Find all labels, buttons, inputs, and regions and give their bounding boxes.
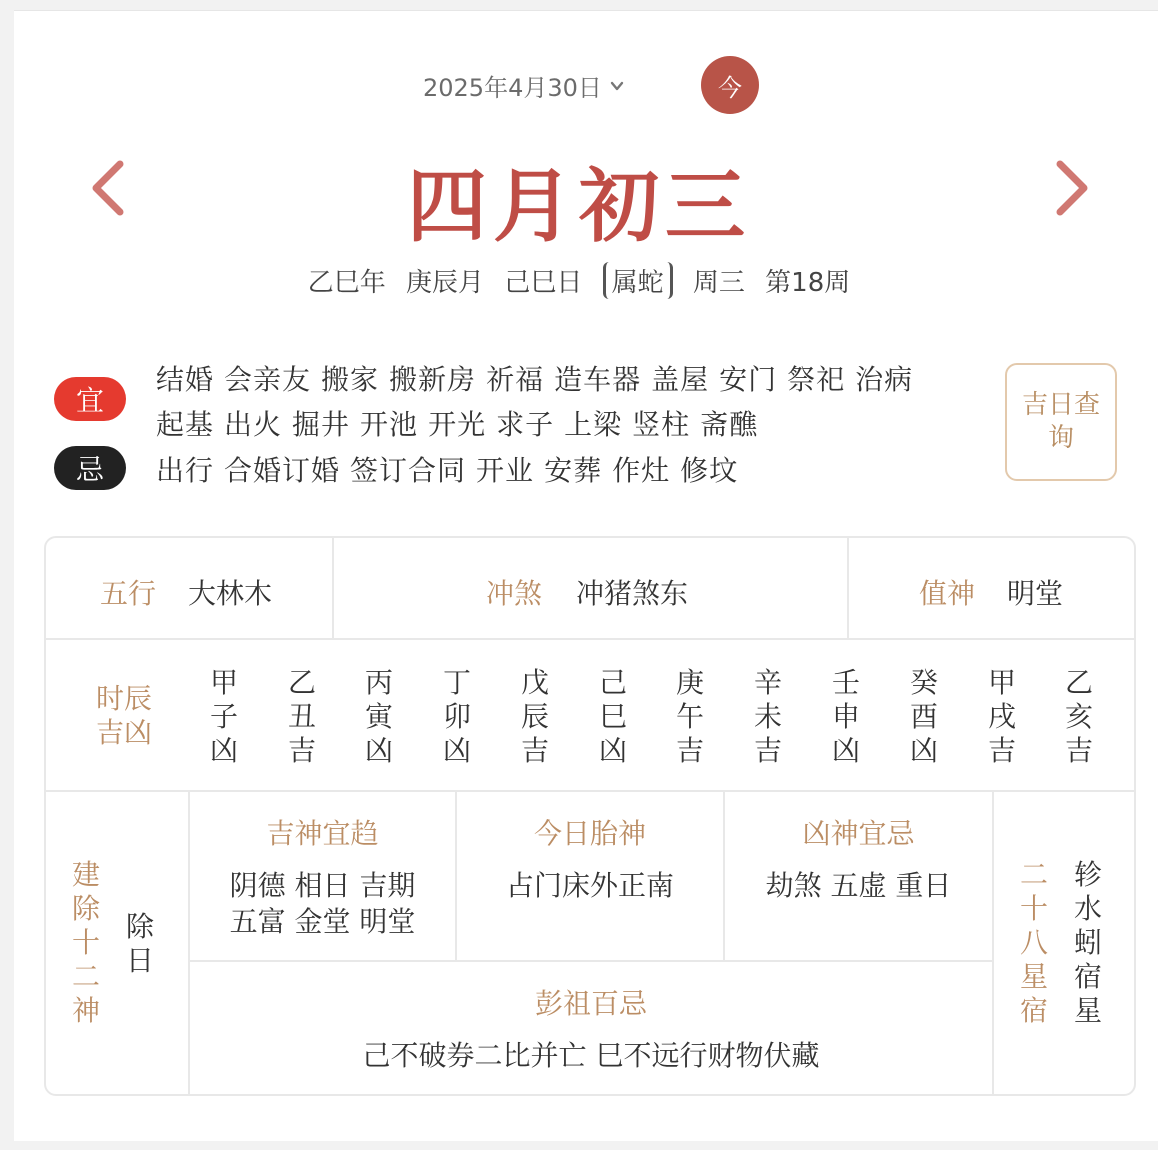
ji-item: 开业 bbox=[476, 454, 535, 487]
yi-item: 祈福 bbox=[486, 363, 545, 396]
yi-item: 安门 bbox=[719, 363, 778, 396]
hour-luck: 吉 bbox=[753, 734, 782, 767]
auspicious-day-query-button[interactable]: 吉日查询 bbox=[1005, 363, 1117, 481]
hour-stem: 壬 bbox=[831, 666, 860, 699]
hour-stem: 戊 bbox=[520, 666, 549, 699]
hour-column bbox=[204, 666, 244, 768]
week-number: 第18周 bbox=[765, 268, 851, 298]
hour-branch: 卯 bbox=[442, 700, 471, 733]
ganzhi-line bbox=[0, 262, 1158, 299]
hour-column bbox=[982, 666, 1022, 768]
hour-luck: 凶 bbox=[209, 734, 238, 767]
yi-badge: 宜 bbox=[54, 377, 126, 421]
hour-branch: 午 bbox=[675, 700, 704, 733]
hour-branch: 未 bbox=[753, 700, 782, 733]
hour-stem: 乙 bbox=[1064, 666, 1093, 699]
yi-item: 斋醮 bbox=[700, 408, 759, 441]
hour-branch: 亥 bbox=[1064, 700, 1093, 733]
jianchu-label: 建除十二神 bbox=[71, 858, 100, 1027]
yi-item: 盖屋 bbox=[651, 363, 710, 396]
hour-column bbox=[670, 666, 710, 768]
yi-item: 治病 bbox=[855, 363, 914, 396]
divider bbox=[46, 790, 1136, 792]
hour-column bbox=[904, 666, 944, 768]
ji-item: 修坟 bbox=[680, 454, 739, 487]
year-ganzhi: 乙巳年 bbox=[307, 268, 386, 298]
yi-item: 会亲友 bbox=[224, 363, 312, 396]
hour-branch: 戌 bbox=[987, 700, 1016, 733]
today-button[interactable]: 今 bbox=[701, 56, 759, 114]
yi-line-1 bbox=[156, 358, 923, 398]
hour-stem: 丁 bbox=[442, 666, 471, 699]
yi-item: 掘井 bbox=[292, 408, 351, 441]
yi-item: 开光 bbox=[428, 408, 487, 441]
chongsha-label: 冲煞 bbox=[486, 577, 543, 610]
hour-column bbox=[515, 666, 555, 768]
ji-item: 合婚订婚 bbox=[224, 454, 341, 487]
zhishen-value: 明堂 bbox=[1007, 577, 1064, 610]
yi-item: 开池 bbox=[360, 408, 419, 441]
xiu-value: 轸水蚓宿星 bbox=[1073, 858, 1102, 1027]
jishen-line-1: 阴德 相日 吉期 bbox=[229, 869, 416, 902]
hour-column bbox=[437, 666, 477, 768]
hour-luck: 吉 bbox=[287, 734, 316, 767]
almanac-grid bbox=[44, 536, 1136, 1096]
jishen-title: 吉神宜趋 bbox=[266, 817, 379, 850]
hour-column bbox=[282, 666, 322, 768]
hour-luck: 凶 bbox=[598, 734, 627, 767]
hour-column bbox=[359, 666, 399, 768]
hour-stem: 甲 bbox=[987, 666, 1016, 699]
divider bbox=[188, 960, 992, 962]
chongsha-value: 冲猪煞东 bbox=[576, 577, 689, 610]
hour-branch: 巳 bbox=[598, 700, 627, 733]
yi-item: 搬家 bbox=[321, 363, 380, 396]
hour-branch: 寅 bbox=[364, 700, 393, 733]
hour-stem: 癸 bbox=[909, 666, 938, 699]
hours-label: 时辰吉凶 bbox=[95, 682, 152, 749]
date-selector[interactable] bbox=[423, 68, 624, 103]
lunar-date: 四月初三 bbox=[407, 159, 751, 253]
hour-column bbox=[826, 666, 866, 768]
weekday: 周三 bbox=[692, 268, 745, 298]
ji-badge: 忌 bbox=[54, 446, 126, 490]
yi-item: 祭祀 bbox=[787, 363, 846, 396]
ji-line bbox=[156, 449, 748, 489]
yi-item: 竖柱 bbox=[632, 408, 691, 441]
divider bbox=[46, 638, 1136, 640]
hour-luck: 凶 bbox=[442, 734, 471, 767]
yi-line-2 bbox=[156, 403, 768, 443]
hour-branch: 酉 bbox=[909, 700, 938, 733]
hour-stem: 甲 bbox=[209, 666, 238, 699]
yi-item: 求子 bbox=[496, 408, 555, 441]
ji-item: 安葬 bbox=[544, 454, 603, 487]
yi-item: 起基 bbox=[156, 408, 215, 441]
hour-stem: 乙 bbox=[287, 666, 316, 699]
hour-luck: 凶 bbox=[364, 734, 393, 767]
wuxing-label: 五行 bbox=[100, 577, 157, 610]
divider bbox=[847, 538, 849, 638]
xiongshen-value: 劫煞 五虚 重日 bbox=[765, 869, 952, 902]
date-text: 2025年4月30日 bbox=[423, 74, 602, 102]
hour-stem: 庚 bbox=[675, 666, 704, 699]
hour-column bbox=[1059, 666, 1099, 768]
yi-item: 出火 bbox=[224, 408, 283, 441]
xiongshen-title: 凶神宜忌 bbox=[802, 817, 915, 850]
pengzu-title: 彭祖百忌 bbox=[534, 987, 647, 1020]
hour-stem: 己 bbox=[598, 666, 627, 699]
ji-item: 签订合同 bbox=[350, 454, 467, 487]
hour-luck: 凶 bbox=[831, 734, 860, 767]
hour-luck: 凶 bbox=[909, 734, 938, 767]
day-ganzhi: 己巳日 bbox=[504, 268, 583, 298]
ji-item: 作灶 bbox=[612, 454, 671, 487]
hour-column bbox=[593, 666, 633, 768]
ji-item: 出行 bbox=[156, 454, 215, 487]
jianchu-value: 除日 bbox=[125, 910, 154, 977]
hour-branch: 丑 bbox=[287, 700, 316, 733]
yi-item: 造车器 bbox=[554, 363, 642, 396]
chevron-down-icon bbox=[610, 79, 624, 93]
pengzu-value: 己不破券二比并亡 巳不远行财物伏藏 bbox=[362, 1039, 820, 1072]
zodiac: 属蛇 bbox=[603, 262, 673, 299]
xiu-label: 二十八星宿 bbox=[1019, 858, 1048, 1027]
hour-luck: 吉 bbox=[520, 734, 549, 767]
wuxing-value: 大林木 bbox=[188, 577, 273, 610]
zhishen-label: 值神 bbox=[919, 577, 976, 610]
taishen-value: 占门床外正南 bbox=[505, 869, 674, 902]
divider bbox=[992, 790, 994, 1096]
divider bbox=[332, 538, 334, 638]
yi-item: 搬新房 bbox=[389, 363, 477, 396]
yi-item: 结婚 bbox=[156, 363, 215, 396]
hour-stem: 辛 bbox=[753, 666, 782, 699]
hour-branch: 申 bbox=[831, 700, 860, 733]
hour-branch: 子 bbox=[209, 700, 238, 733]
hour-luck: 吉 bbox=[987, 734, 1016, 767]
hour-luck: 吉 bbox=[1064, 734, 1093, 767]
yi-item: 上梁 bbox=[564, 408, 623, 441]
taishen-title: 今日胎神 bbox=[533, 817, 646, 850]
hour-luck: 吉 bbox=[675, 734, 704, 767]
hour-stem: 丙 bbox=[364, 666, 393, 699]
hour-column bbox=[748, 666, 788, 768]
hour-branch: 辰 bbox=[520, 700, 549, 733]
month-ganzhi: 庚辰月 bbox=[406, 268, 485, 298]
jishen-line-2: 五富 金堂 明堂 bbox=[229, 905, 416, 938]
